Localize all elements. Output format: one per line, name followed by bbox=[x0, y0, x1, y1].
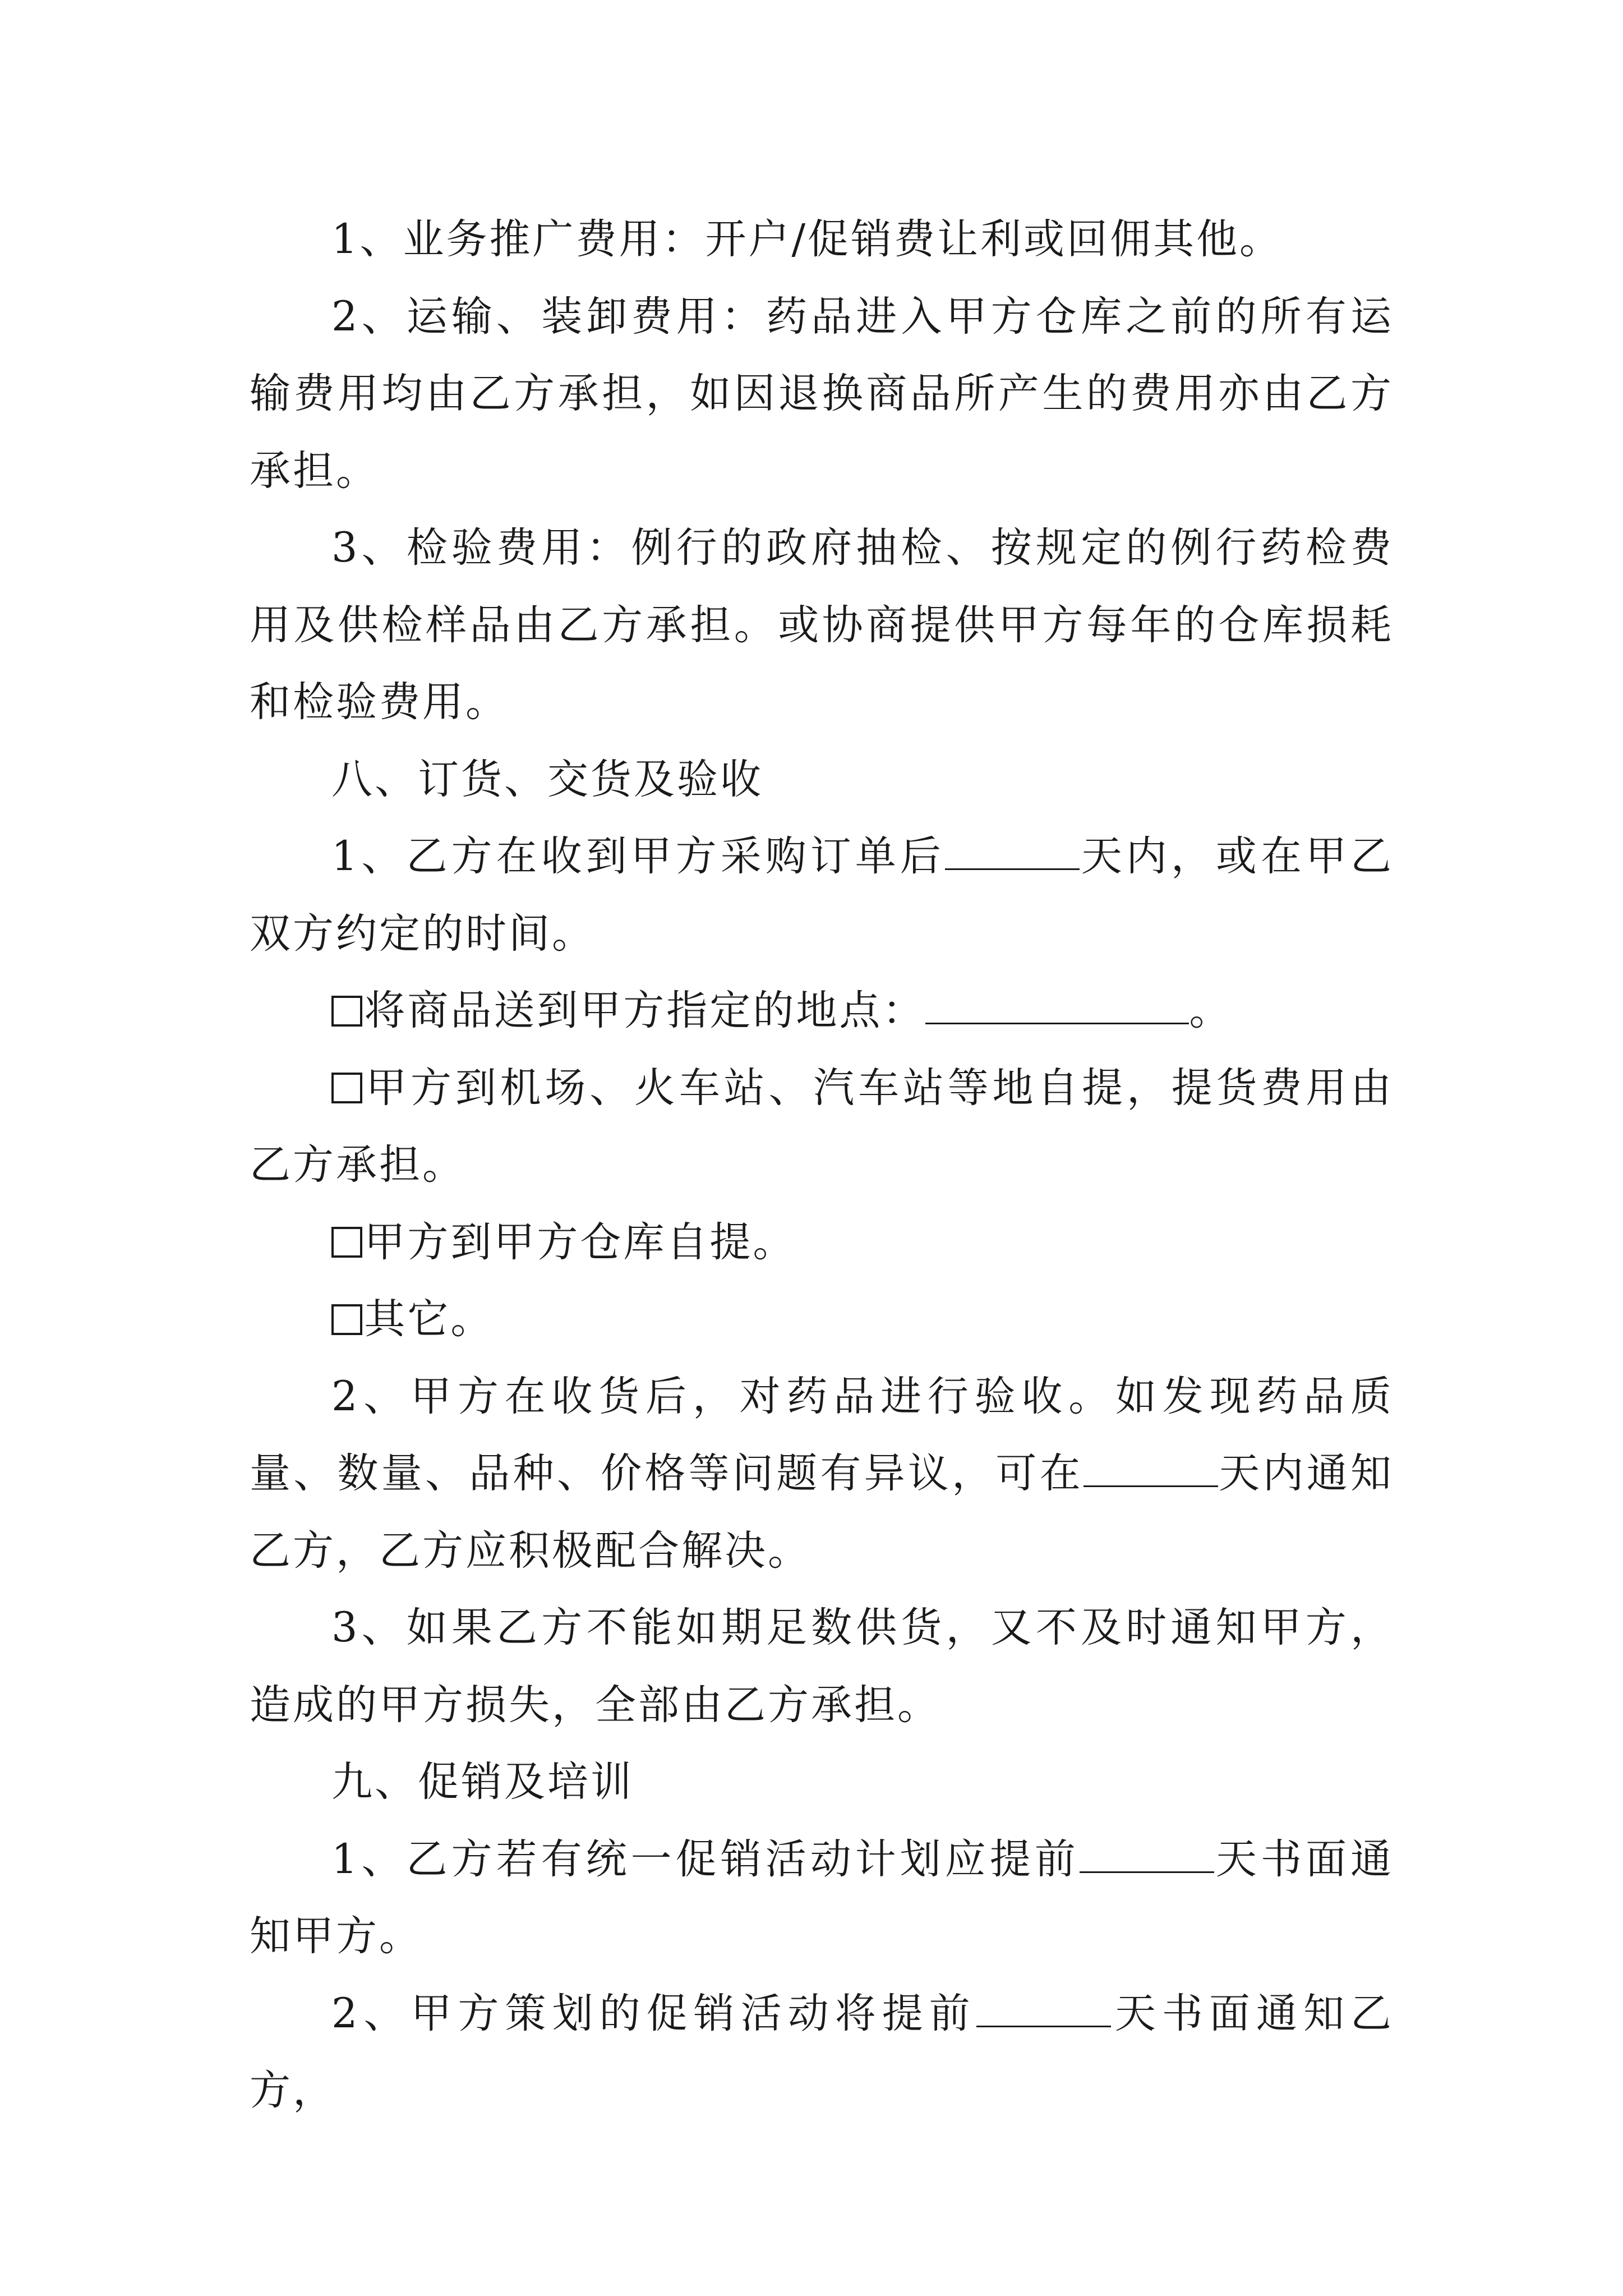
clause-supplier-promotion bbox=[250, 1821, 1394, 1975]
checkbox[interactable] bbox=[331, 1227, 362, 1258]
section-heading-text: 八、订货、交货及验收 bbox=[331, 755, 763, 803]
fill-in-blank[interactable] bbox=[976, 1989, 1111, 2027]
option-deliver-to-location bbox=[250, 972, 1394, 1050]
option-text: 其它。 bbox=[364, 1295, 494, 1343]
clause-text: 天内，或在甲乙双方约定的时间。 bbox=[250, 832, 1394, 958]
checkbox[interactable] bbox=[331, 1304, 362, 1335]
clause-supply-failure bbox=[250, 1589, 1394, 1743]
clause-text: 3、如果乙方不能如期足数供货，又不及时通知甲方，造成的甲方损失，全部由乙方承担。 bbox=[250, 1604, 1394, 1729]
option-text: 甲方到机场、火车站、汽车站等地自提，提货费用由乙方承担。 bbox=[250, 1064, 1394, 1189]
checkbox[interactable] bbox=[331, 1073, 362, 1103]
clause-inspection-fee bbox=[250, 509, 1394, 741]
document-body bbox=[250, 201, 1394, 2129]
option-text: 将商品送到甲方指定的地点： bbox=[364, 987, 926, 1034]
option-text: 甲方到甲方仓库自提。 bbox=[364, 1218, 796, 1266]
option-self-pickup-station bbox=[250, 1050, 1394, 1204]
clause-delivery-time bbox=[250, 818, 1394, 972]
clause-text: 2、运输、装卸费用：药品进入甲方仓库之前的所有运输费用均由乙方承担，如因退换商品所产生的费用亦由乙方承担。 bbox=[250, 292, 1394, 495]
fill-in-blank[interactable] bbox=[945, 831, 1080, 870]
section-heading-ordering bbox=[250, 741, 1394, 818]
clause-text: 2、甲方在收货后，对药品进行验收。如发现药品质量、数量、品种、价格等问题有异议，可在 bbox=[250, 1372, 1394, 1497]
clause-text: 天书面通知乙方， bbox=[250, 1989, 1394, 2114]
option-self-pickup-warehouse bbox=[250, 1204, 1394, 1281]
option-other bbox=[250, 1281, 1394, 1358]
clause-text: 天内通知乙方，乙方应积极配合解决。 bbox=[250, 1450, 1394, 1575]
clause-text: 天书面通知甲方。 bbox=[250, 1835, 1394, 1960]
option-text: 。 bbox=[1189, 987, 1233, 1034]
checkbox[interactable] bbox=[331, 996, 362, 1027]
fill-in-blank[interactable] bbox=[925, 986, 1189, 1024]
fill-in-blank[interactable] bbox=[1080, 1834, 1214, 1873]
section-heading-text: 九、促销及培训 bbox=[331, 1758, 634, 1806]
clause-text: 3、检验费用：例行的政府抽检、按规定的例行药检费用及供检样品由乙方承担。或协商提供甲方每年的仓库损耗和检验费用。 bbox=[250, 524, 1394, 726]
fill-in-blank[interactable] bbox=[1083, 1448, 1218, 1487]
clause-acceptance bbox=[250, 1358, 1394, 1590]
clause-promotion-fee bbox=[250, 201, 1394, 278]
clause-text: 1、业务推广费用：开户/促销费让利或回佣其他。 bbox=[331, 215, 1283, 263]
section-heading-promotion bbox=[250, 1743, 1394, 1821]
clause-transport-fee bbox=[250, 278, 1394, 510]
clause-text: 1、乙方在收到甲方采购订单后 bbox=[331, 832, 945, 880]
clause-text: 1、乙方若有统一促销活动计划应提前 bbox=[331, 1835, 1080, 1883]
clause-buyer-promotion bbox=[250, 1975, 1394, 2129]
clause-text: 2、甲方策划的促销活动将提前 bbox=[331, 1989, 976, 2037]
